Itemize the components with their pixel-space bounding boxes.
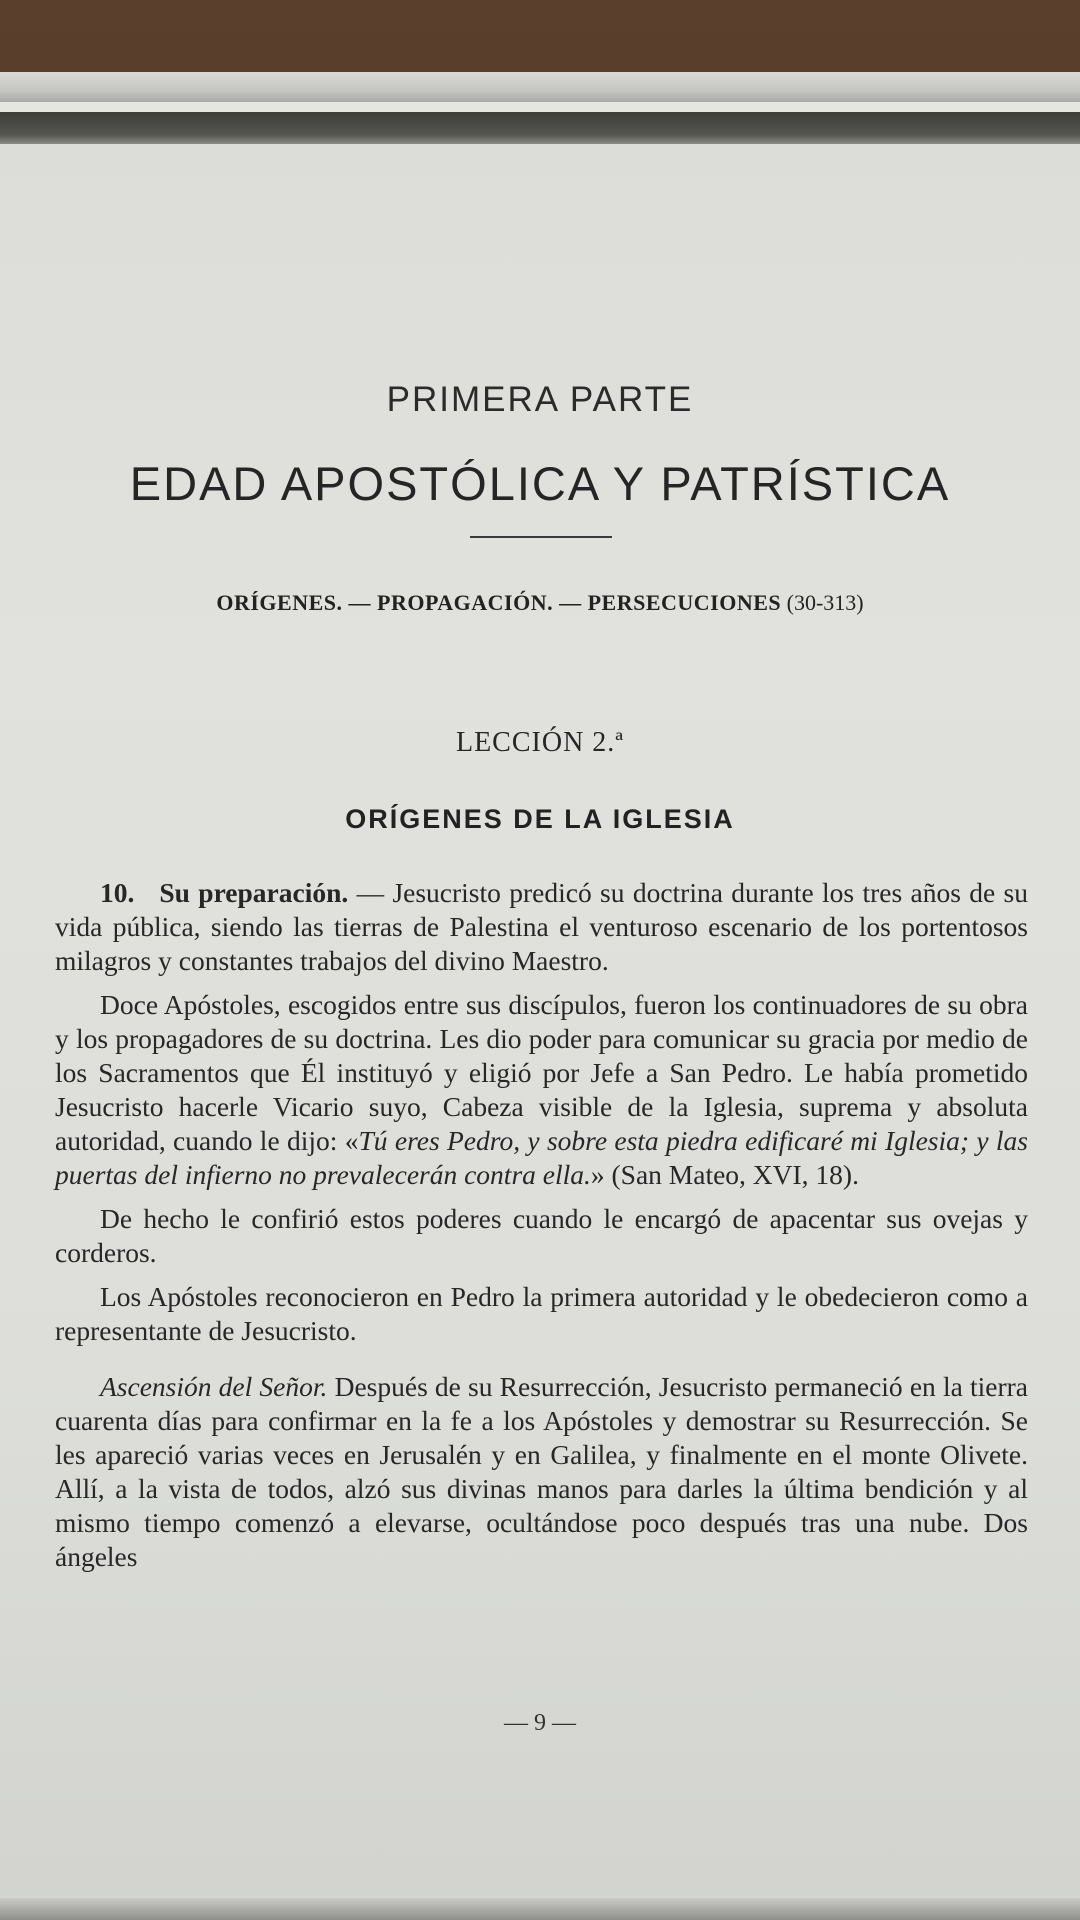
subtitle-range: (30-313) bbox=[786, 590, 864, 615]
page-content bbox=[0, 112, 1080, 1920]
subtitle-topics: ORÍGENES. — PROPAGACIÓN. — PERSECUCIONES bbox=[216, 590, 782, 615]
page-bottom-edge bbox=[0, 1898, 1080, 1920]
paragraph-2 bbox=[55, 988, 1028, 1192]
main-title: EDAD APOSTÓLICA Y PATRÍSTICA bbox=[129, 457, 951, 510]
page-stack-edge bbox=[0, 72, 1080, 102]
chapter-subtitle bbox=[0, 590, 1080, 616]
paragraph-1-text: — Jesucristo predicó su doctrina durante los tres años de su vida pública, siendo las tierras de Palestina el venturoso escenario de los portentosos milagros y constantes trabajos del divino Maestro. bbox=[55, 877, 1028, 976]
paragraph-5-heading: Ascensión del Señor. bbox=[100, 1371, 328, 1402]
page-stack-highlight bbox=[0, 102, 1080, 112]
section-heading: Su preparación. bbox=[159, 877, 349, 908]
paragraph-2-quote: Tú eres Pedro, y sobre esta piedra edificaré mi Iglesia; y las puertas del infierno no prevalecerán contra ella. bbox=[55, 1125, 1028, 1190]
paragraph-4: Los Apóstoles reconocieron en Pedro la primera autoridad y le obedecieron como a representante de Jesucristo. bbox=[55, 1281, 1028, 1346]
paragraph-5 bbox=[55, 1370, 1028, 1574]
title-divider bbox=[470, 536, 612, 538]
body-text bbox=[55, 876, 1028, 1586]
paragraph-3: De hecho le confirió estos poderes cuando le encargó de apacentar sus ovejas y corderos. bbox=[55, 1203, 1028, 1268]
paragraph-2-start: Doce Apóstoles, escogidos entre sus discípulos, fueron los continuadores de su obra y los propagadores de su doctrina. Les dio poder para comunicar su gracia por medio de los Sacramentos que Él instituyó y eligió por Jefe a San Pedro. Le había prometido Jesucristo hacerle Vicario suyo, Cabeza visible de la Iglesia, suprema y absoluta autoridad, cuando le dijo: « bbox=[55, 989, 1028, 1156]
paragraph-1 bbox=[55, 876, 1028, 978]
page-number: — 9 — bbox=[504, 1710, 576, 1736]
section-number: 10. bbox=[100, 877, 135, 908]
lesson-number: LECCIÓN 2.ª bbox=[455, 727, 625, 758]
part-title: PRIMERA PARTE bbox=[386, 380, 694, 419]
paragraph-2-end: » (San Mateo, XVI, 18). bbox=[590, 1159, 859, 1190]
paragraph-5-text: Después de su Resurrección, Jesucristo permaneció en la tierra cuarenta días para confirmar en la fe a los Apóstoles y demostrar su Resurrección. Se les apareció varias veces en Jerusalén y en Galilea, y finalmente en el monte Olivete. Allí, a la vista de todos, alzó sus divinas manos para darles la última bendición y al mismo tiempo comenzó a elevarse, ocultándose poco después tras una nube. Dos ángeles bbox=[55, 1371, 1028, 1572]
book-page bbox=[0, 112, 1080, 1920]
lesson-title: ORÍGENES DE LA IGLESIA bbox=[345, 804, 735, 834]
